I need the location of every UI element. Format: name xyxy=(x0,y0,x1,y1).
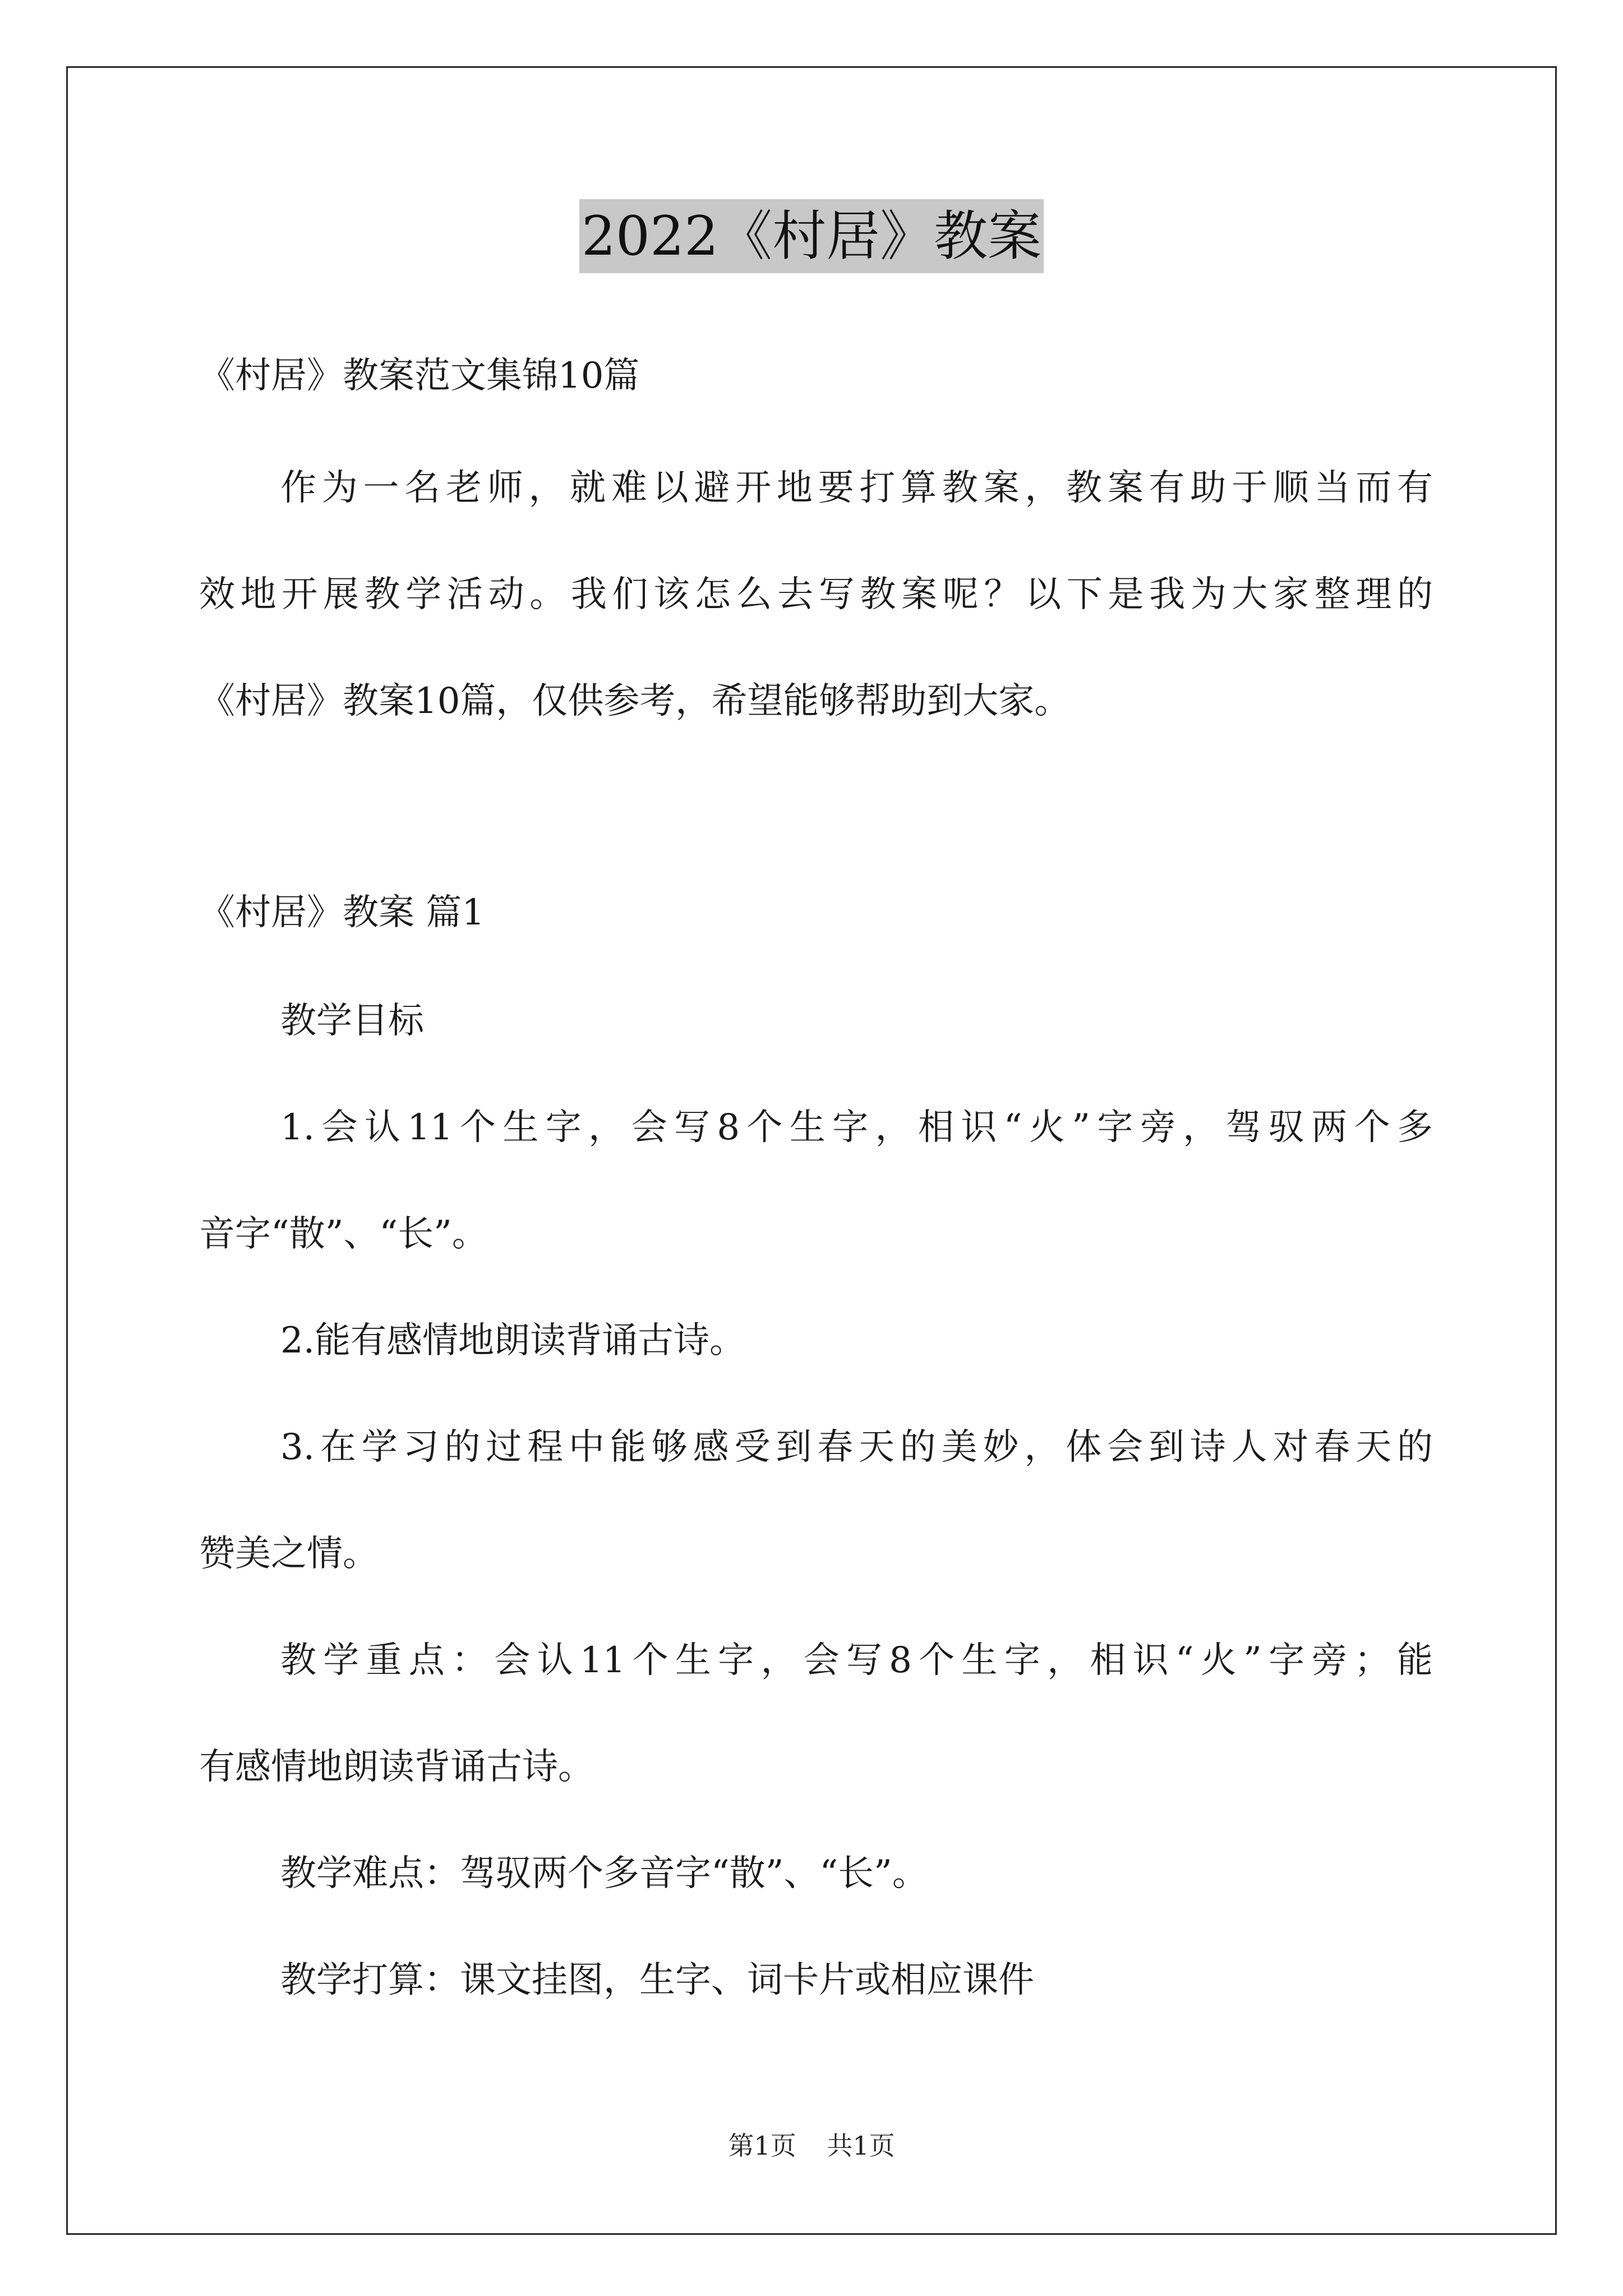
document-subtitle: 《村居》教案范文集锦10篇 xyxy=(199,355,640,397)
objective-2: 2.能有感情地朗读背诵古诗。 xyxy=(280,1320,746,1361)
difficulty-line: 教学难点：驾驭两个多音字“散”、“长”。 xyxy=(280,1853,928,1894)
objective-3-line-2: 赞美之情。 xyxy=(199,1533,379,1575)
objectives-heading: 教学目标 xyxy=(280,1000,424,1042)
intro-line-2: 效地开展教学活动。我们该怎么去写教案呢？以下是我为大家整理的 xyxy=(199,574,1433,615)
intro-line-1: 作为一名老师，就难以避开地要打算教案，教案有助于顺当而有 xyxy=(280,467,1433,509)
objective-1-line-1: 1.会认11个生字，会写8个生字，相识“火”字旁，驾驭两个多 xyxy=(280,1107,1433,1148)
document-title: 2022《村居》教案 xyxy=(579,199,1044,273)
page-footer xyxy=(0,2129,1623,2162)
title-container xyxy=(0,199,1623,273)
page-total: 共1页 xyxy=(827,2131,895,2161)
intro-line-3: 《村居》教案10篇，仅供参考，希望能够帮助到大家。 xyxy=(199,680,1071,722)
key-points-line-2: 有感情地朗读背诵古诗。 xyxy=(199,1746,594,1788)
section-heading: 《村居》教案 篇1 xyxy=(199,892,485,933)
key-points-line-1: 教学重点：会认11个生字，会写8个生字，相识“火”字旁；能 xyxy=(280,1640,1433,1681)
preparation-line: 教学打算：课文挂图，生字、词卡片或相应课件 xyxy=(280,1959,1034,2001)
page-number: 第1页 xyxy=(728,2131,796,2161)
objective-3-line-1: 3.在学习的过程中能够感受到春天的美妙，体会到诗人对春天的 xyxy=(280,1427,1433,1468)
objective-1-line-2: 音字“散”、“长”。 xyxy=(199,1213,488,1255)
